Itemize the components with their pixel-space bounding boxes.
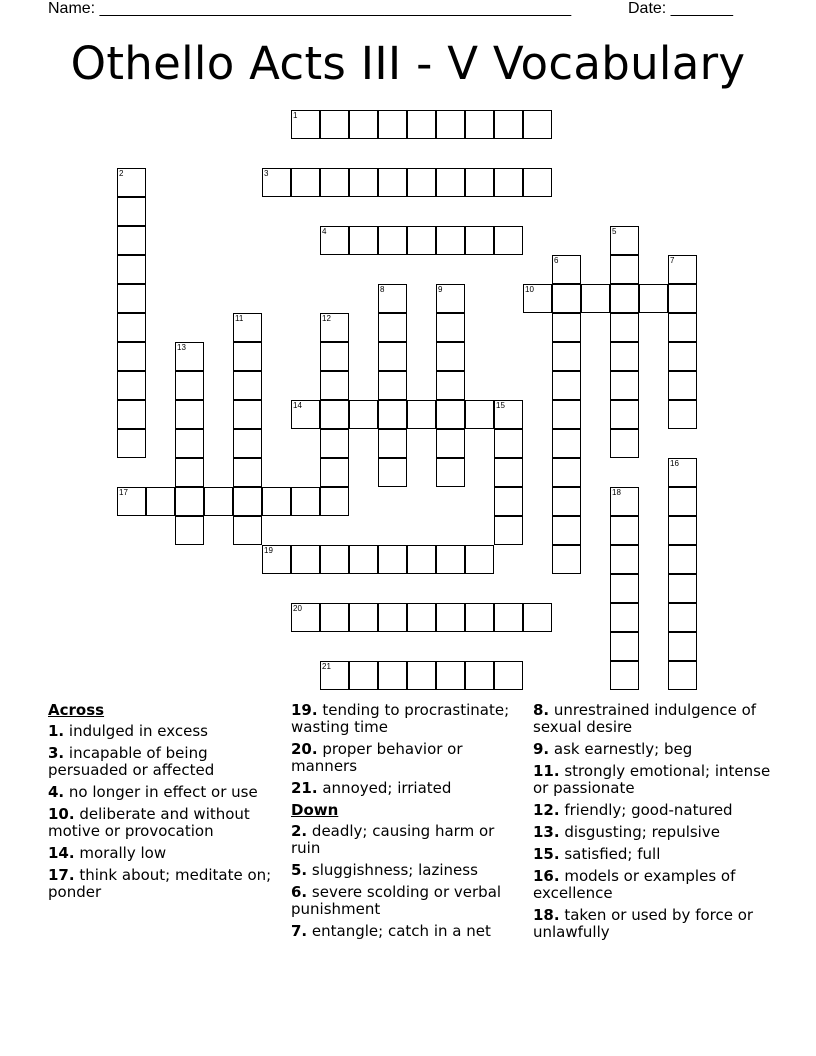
grid-cell[interactable] xyxy=(668,661,697,690)
grid-cell[interactable] xyxy=(407,400,436,429)
clue-across-14: 14. morally low xyxy=(48,844,167,862)
grid-cell[interactable] xyxy=(349,168,378,197)
clues-column-3 xyxy=(533,702,773,946)
grid-cell[interactable] xyxy=(320,429,349,458)
clue-across-21: 21. annoyed; irriated xyxy=(291,779,452,797)
grid-cell[interactable] xyxy=(436,603,465,632)
grid-cell[interactable] xyxy=(610,661,639,690)
grid-cell[interactable] xyxy=(349,545,378,574)
grid-cell[interactable] xyxy=(552,487,581,516)
grid-cell[interactable] xyxy=(552,429,581,458)
grid-cell[interactable] xyxy=(233,429,262,458)
grid-cell[interactable] xyxy=(465,110,494,139)
clue-down-13: 13. disgusting; repulsive xyxy=(533,823,720,841)
grid-cell[interactable] xyxy=(320,545,349,574)
date-field-label: Date: _______ xyxy=(628,0,733,17)
grid-cell[interactable] xyxy=(117,284,146,313)
grid-cell[interactable] xyxy=(175,400,204,429)
clue-down-8: 8. unrestrained indulgence of sexual desire xyxy=(533,701,757,736)
grid-cell[interactable] xyxy=(378,313,407,342)
name-field-label: Name: _____________________________________________________ xyxy=(48,0,572,17)
clue-number: 16 xyxy=(670,459,679,468)
clue-number: 19 xyxy=(264,546,273,555)
grid-cell[interactable] xyxy=(552,342,581,371)
grid-cell[interactable] xyxy=(610,400,639,429)
grid-cell[interactable] xyxy=(175,342,204,371)
grid-cell[interactable] xyxy=(494,603,523,632)
grid-cell[interactable] xyxy=(378,168,407,197)
grid-cell[interactable] xyxy=(175,487,204,516)
clues-column-2 xyxy=(291,702,519,945)
grid-cell[interactable] xyxy=(552,458,581,487)
grid-cell[interactable] xyxy=(349,226,378,255)
grid-cell[interactable] xyxy=(436,400,465,429)
grid-cell[interactable] xyxy=(320,110,349,139)
grid-cell[interactable] xyxy=(610,516,639,545)
grid-cell[interactable] xyxy=(668,603,697,632)
grid-cell[interactable] xyxy=(494,226,523,255)
clue-number: 21 xyxy=(322,662,331,671)
grid-cell[interactable] xyxy=(436,371,465,400)
grid-cell[interactable] xyxy=(320,371,349,400)
clue-across-10: 10. deliberate and without motive or provocation xyxy=(48,805,250,840)
grid-cell[interactable] xyxy=(407,603,436,632)
grid-cell[interactable] xyxy=(204,487,233,516)
grid-cell[interactable] xyxy=(494,516,523,545)
clue-number: 15 xyxy=(496,401,505,410)
grid-cell[interactable] xyxy=(610,284,639,313)
page-title: Othello Acts III - V Vocabulary xyxy=(70,37,746,90)
clue-number: 3 xyxy=(264,169,269,178)
grid-cell[interactable] xyxy=(436,458,465,487)
clue-down-18: 18. taken or used by force or unlawfully xyxy=(533,906,754,941)
grid-cell[interactable] xyxy=(407,545,436,574)
grid-cell[interactable] xyxy=(378,661,407,690)
grid-cell[interactable] xyxy=(523,603,552,632)
grid-cell[interactable] xyxy=(494,487,523,516)
grid-cell[interactable] xyxy=(436,545,465,574)
grid-cell[interactable] xyxy=(378,545,407,574)
grid-cell[interactable] xyxy=(117,371,146,400)
grid-cell[interactable] xyxy=(668,313,697,342)
grid-cell[interactable] xyxy=(523,110,552,139)
grid-cell[interactable] xyxy=(668,400,697,429)
grid-cell[interactable] xyxy=(320,342,349,371)
grid-cell[interactable] xyxy=(378,284,407,313)
clue-down-16: 16. models or examples of excellence xyxy=(533,867,736,902)
grid-cell[interactable] xyxy=(465,545,494,574)
grid-cell[interactable] xyxy=(378,110,407,139)
grid-cell[interactable] xyxy=(291,168,320,197)
grid-cell[interactable] xyxy=(610,313,639,342)
grid-cell[interactable] xyxy=(407,110,436,139)
grid-cell[interactable] xyxy=(349,603,378,632)
grid-cell[interactable] xyxy=(610,342,639,371)
grid-cell[interactable] xyxy=(320,661,349,690)
grid-cell[interactable] xyxy=(668,342,697,371)
clue-number: 7 xyxy=(670,256,675,265)
clue-number: 11 xyxy=(235,314,244,323)
clue-number: 13 xyxy=(177,343,186,352)
grid-cell[interactable] xyxy=(291,400,320,429)
grid-cell[interactable] xyxy=(117,429,146,458)
grid-cell[interactable] xyxy=(610,545,639,574)
grid-cell[interactable] xyxy=(117,342,146,371)
grid-cell[interactable] xyxy=(668,487,697,516)
grid-cell[interactable] xyxy=(175,458,204,487)
grid-cell[interactable] xyxy=(291,110,320,139)
clue-down-9: 9. ask earnestly; beg xyxy=(533,740,693,758)
clue-number: 9 xyxy=(438,285,443,294)
grid-cell[interactable] xyxy=(175,516,204,545)
grid-cell[interactable] xyxy=(668,284,697,313)
grid-cell[interactable] xyxy=(117,226,146,255)
grid-cell[interactable] xyxy=(610,429,639,458)
grid-cell[interactable] xyxy=(349,661,378,690)
clue-down-6: 6. severe scolding or verbal punishment xyxy=(291,883,502,918)
grid-cell[interactable] xyxy=(291,545,320,574)
grid-cell[interactable] xyxy=(436,661,465,690)
grid-cell[interactable] xyxy=(233,313,262,342)
grid-cell[interactable] xyxy=(378,458,407,487)
grid-cell[interactable] xyxy=(668,458,697,487)
grid-cell[interactable] xyxy=(552,400,581,429)
grid-cell[interactable] xyxy=(175,371,204,400)
clue-across-17: 17. think about; meditate on; ponder xyxy=(48,866,272,901)
grid-cell[interactable] xyxy=(117,255,146,284)
clue-down-7: 7. entangle; catch in a net xyxy=(291,922,491,940)
grid-cell[interactable] xyxy=(523,168,552,197)
grid-cell[interactable] xyxy=(146,487,175,516)
clue-down-2: 2. deadly; causing harm or ruin xyxy=(291,822,495,857)
grid-cell[interactable] xyxy=(262,545,291,574)
grid-cell[interactable] xyxy=(668,574,697,603)
grid-cell[interactable] xyxy=(668,545,697,574)
grid-cell[interactable] xyxy=(436,110,465,139)
clue-down-12: 12. friendly; good-natured xyxy=(533,801,733,819)
grid-cell[interactable] xyxy=(436,429,465,458)
grid-cell[interactable] xyxy=(262,168,291,197)
grid-cell[interactable] xyxy=(117,197,146,226)
grid-cell[interactable] xyxy=(233,342,262,371)
grid-cell[interactable] xyxy=(465,661,494,690)
grid-cell[interactable] xyxy=(494,661,523,690)
grid-cell[interactable] xyxy=(320,313,349,342)
clue-down-15: 15. satisfied; full xyxy=(533,845,661,863)
grid-cell[interactable] xyxy=(494,168,523,197)
grid-cell[interactable] xyxy=(320,226,349,255)
grid-cell[interactable] xyxy=(465,603,494,632)
grid-cell[interactable] xyxy=(407,661,436,690)
grid-cell[interactable] xyxy=(552,516,581,545)
grid-cell[interactable] xyxy=(494,110,523,139)
clue-across-4: 4. no longer in effect or use xyxy=(48,783,258,801)
grid-cell[interactable] xyxy=(610,487,639,516)
grid-cell[interactable] xyxy=(668,371,697,400)
clue-down-11: 11. strongly emotional; intense or passionate xyxy=(533,762,771,797)
clues-column-1 xyxy=(48,702,276,906)
grid-cell[interactable] xyxy=(320,458,349,487)
clue-number: 1 xyxy=(293,111,298,120)
grid-cell[interactable] xyxy=(233,371,262,400)
grid-cell[interactable] xyxy=(378,226,407,255)
clue-number: 4 xyxy=(322,227,327,236)
clue-down-5: 5. sluggishness; laziness xyxy=(291,861,478,879)
grid-cell[interactable] xyxy=(436,313,465,342)
grid-cell[interactable] xyxy=(349,400,378,429)
grid-cell[interactable] xyxy=(291,603,320,632)
grid-cell[interactable] xyxy=(465,168,494,197)
grid-cell[interactable] xyxy=(610,371,639,400)
grid-cell[interactable] xyxy=(175,429,204,458)
grid-cell[interactable] xyxy=(436,226,465,255)
grid-cell[interactable] xyxy=(668,255,697,284)
grid-cell[interactable] xyxy=(233,458,262,487)
grid-cell[interactable] xyxy=(320,400,349,429)
grid-cell[interactable] xyxy=(320,168,349,197)
grid-cell[interactable] xyxy=(349,110,378,139)
grid-cell[interactable] xyxy=(436,342,465,371)
clue-across-20: 20. proper behavior or manners xyxy=(291,740,463,775)
grid-cell[interactable] xyxy=(436,168,465,197)
grid-cell[interactable] xyxy=(262,487,291,516)
clue-number: 12 xyxy=(322,314,331,323)
clue-across-3: 3. incapable of being persuaded or affected xyxy=(48,744,215,779)
grid-cell[interactable] xyxy=(552,313,581,342)
grid-cell[interactable] xyxy=(639,284,668,313)
clue-across-1: 1. indulged in excess xyxy=(48,722,208,740)
grid-cell[interactable] xyxy=(581,284,610,313)
grid-cell[interactable] xyxy=(610,632,639,661)
grid-cell[interactable] xyxy=(407,168,436,197)
grid-cell[interactable] xyxy=(117,487,146,516)
clue-number: 8 xyxy=(380,285,385,294)
clue-number: 14 xyxy=(293,401,302,410)
grid-cell[interactable] xyxy=(233,400,262,429)
grid-cell[interactable] xyxy=(291,487,320,516)
grid-cell[interactable] xyxy=(668,632,697,661)
down-heading: Down xyxy=(291,801,339,819)
grid-cell[interactable] xyxy=(378,342,407,371)
grid-cell[interactable] xyxy=(378,371,407,400)
grid-cell[interactable] xyxy=(378,400,407,429)
grid-cell[interactable] xyxy=(117,400,146,429)
across-heading: Across xyxy=(48,701,105,719)
grid-cell[interactable] xyxy=(610,255,639,284)
grid-cell[interactable] xyxy=(436,284,465,313)
grid-cell[interactable] xyxy=(552,545,581,574)
grid-cell[interactable] xyxy=(523,284,552,313)
grid-cell[interactable] xyxy=(610,574,639,603)
grid-cell[interactable] xyxy=(610,603,639,632)
grid-cell[interactable] xyxy=(117,168,146,197)
grid-cell[interactable] xyxy=(320,603,349,632)
clue-number: 20 xyxy=(293,604,302,613)
grid-cell[interactable] xyxy=(117,313,146,342)
grid-cell[interactable] xyxy=(494,429,523,458)
grid-cell[interactable] xyxy=(233,487,262,516)
grid-cell[interactable] xyxy=(668,516,697,545)
grid-cell[interactable] xyxy=(494,400,523,429)
clue-number: 10 xyxy=(525,285,534,294)
clue-number: 17 xyxy=(119,488,128,497)
grid-cell[interactable] xyxy=(552,284,581,313)
clue-number: 5 xyxy=(612,227,617,236)
clue-number: 2 xyxy=(119,169,124,178)
grid-cell[interactable] xyxy=(465,226,494,255)
grid-cell[interactable] xyxy=(378,429,407,458)
grid-cell[interactable] xyxy=(610,226,639,255)
grid-cell[interactable] xyxy=(494,458,523,487)
grid-cell[interactable] xyxy=(552,255,581,284)
grid-cell[interactable] xyxy=(465,400,494,429)
grid-cell[interactable] xyxy=(552,371,581,400)
clue-across-19: 19. tending to procrastinate; wasting time xyxy=(291,701,510,736)
clue-number: 18 xyxy=(612,488,621,497)
grid-cell[interactable] xyxy=(233,516,262,545)
grid-cell[interactable] xyxy=(320,487,349,516)
clue-number: 6 xyxy=(554,256,559,265)
grid-cell[interactable] xyxy=(378,603,407,632)
grid-cell[interactable] xyxy=(407,226,436,255)
